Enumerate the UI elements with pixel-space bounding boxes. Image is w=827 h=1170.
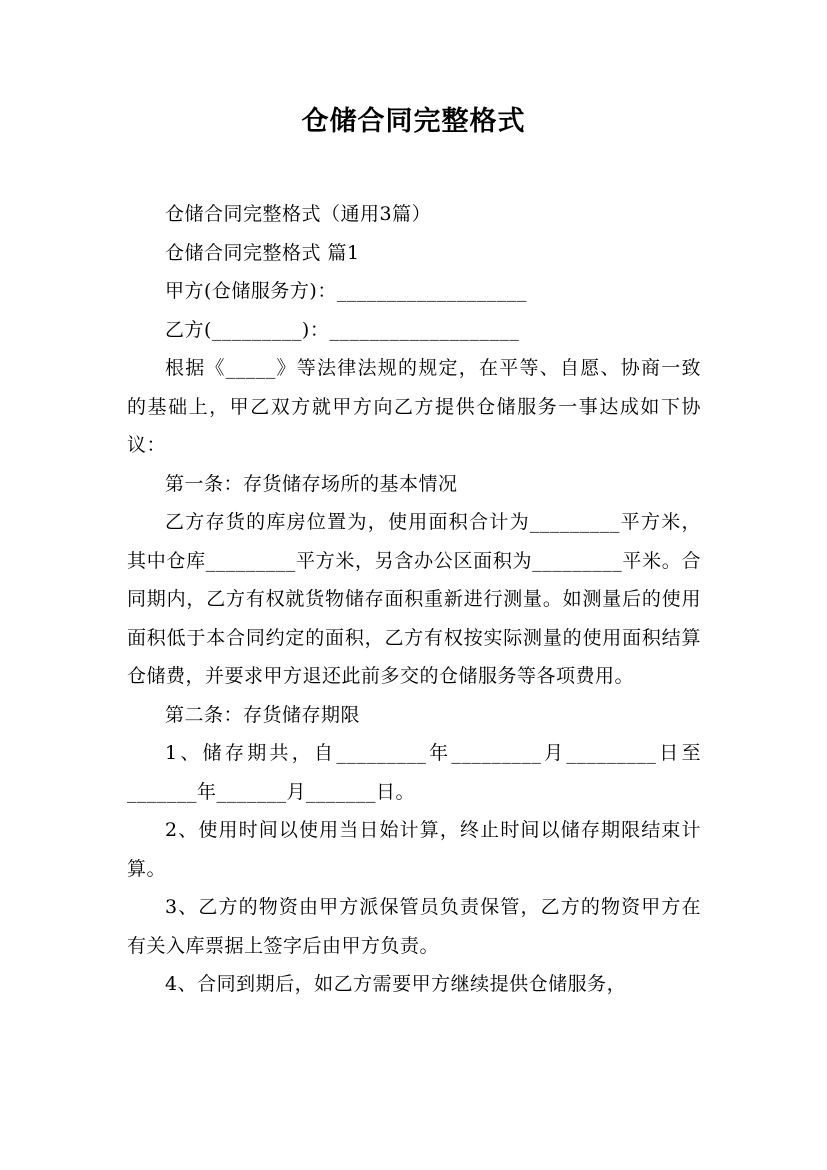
paragraph-clause-3: 3、乙方的物资由甲方派保管员负责保管，乙方的物资甲方在有关入库票据上签字后由甲方负责。 [127, 896, 701, 957]
paragraph-preamble: 根据《_____》等法律法规的规定，在平等、自愿、协商一致的基础上，甲乙双方就甲方向乙方提供仓储服务一事达成如下协议： [127, 357, 701, 456]
paragraph-part-heading: 仓储合同完整格式 篇1 [165, 241, 360, 264]
paragraph-subtitle: 仓储合同完整格式（通用3篇） [165, 203, 432, 225]
paragraph-party-a: 甲方(仓储服务方)：___________________ [165, 280, 527, 302]
paragraph-party-b: 乙方(_________)：___________________ [165, 318, 520, 341]
paragraph-clause-2: 2、使用时间以使用当日始计算，终止时间以储存期限结束计算。 [127, 819, 701, 880]
paragraph-article-1-body: 乙方存货的库房位置为，使用面积合计为_________平方米，其中仓库_________平方米，另含办公区面积为_________平米。合同期内，乙方有权就货物储存面积重新进行测量。如测量后的使用面积低于本合同约定的面积，乙方有权按实际测量的使用面积结算仓储费，并要求甲方退还此前多交的仓储服务等各项费用。 [127, 511, 701, 687]
paragraph-article-2-heading: 第二条：存货储存期限 [165, 703, 361, 726]
paragraph-clause-4: 4、合同到期后，如乙方需要甲方继续提供仓储服务， [165, 973, 627, 995]
document-title: 仓储合同完整格式 [301, 106, 526, 137]
document-body [127, 195, 701, 1004]
paragraph-article-1-heading: 第一条：存货储存场所的基本情况 [165, 472, 458, 495]
paragraph-clause-1: 1、储存期共，自_________年_________月_________日至_______年_______月_______日。 [127, 742, 701, 803]
